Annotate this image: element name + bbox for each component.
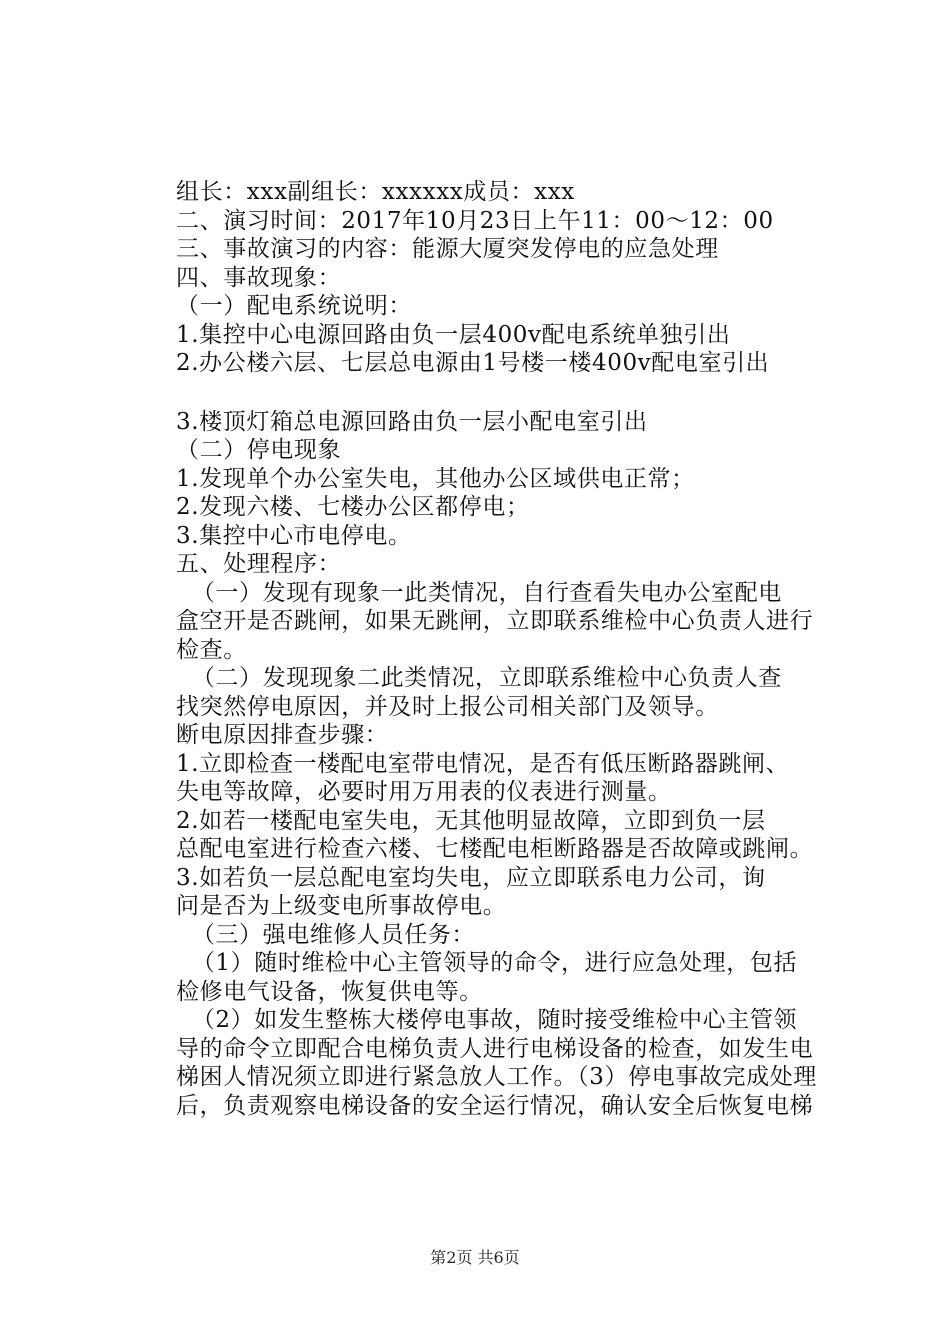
text-line: 后，负责观察电梯设备的安全运行情况，确认安全后恢复电梯	[176, 1092, 814, 1119]
text-line: 组长：xxx副组长：xxxxxx成员：xxx	[176, 179, 575, 205]
document-body	[176, 178, 836, 1120]
text-line: 2.发现六楼、七楼办公区都停电；	[176, 494, 530, 520]
text-line: 检修电气设备，恢复供电等。	[176, 978, 483, 1005]
text-line: 失电等故障，必要时用万用表的仪表进行测量。	[176, 779, 672, 805]
text-line: （2）如发生整栋大楼停电事故，随时接受维检中心主管领	[176, 1007, 798, 1033]
text-line: （一）发现有现象一此类情况，自行查看失电办公室配电	[176, 579, 782, 606]
text-line: 检查。	[176, 636, 247, 663]
text-line: 三、事故演习的内容：能源大厦突发停电的应急处理	[176, 236, 719, 262]
text-line: （一）配电系统说明：	[176, 293, 412, 319]
text-line: 五、处理程序：	[176, 551, 342, 577]
text-line: 问是否为上级变电所事故停电。	[176, 893, 507, 919]
text-line: 1.集控中心电源回路由负一层400v配电系统单独引出	[176, 321, 731, 348]
text-line: 梯困人情况须立即进行紧急放人工作。（3）停电事故完成处理	[176, 1064, 817, 1090]
text-line: 找突然停电原因，并及时上报公司相关部门及领导。	[176, 693, 719, 720]
text-line: （1）随时维检中心主管领导的命令，进行应急处理，包括	[176, 950, 798, 976]
page-number: 第2页 共6页	[430, 1248, 520, 1267]
text-line: 2.如若一楼配电室失电，无其他明显故障，立即到负一层	[176, 807, 766, 834]
text-line: 盒空开是否跳闸，如果无跳闸，立即联系维检中心负责人进行	[176, 608, 814, 634]
text-line: 2.办公楼六层、七层总电源由1号楼一楼400v配电室引出	[176, 350, 770, 376]
text-line: 1.立即检查一楼配电室带电情况，是否有低压断路器跳闸、	[176, 750, 790, 777]
text-line: 3.楼顶灯箱总电源回路由负一层小配电室引出	[176, 408, 648, 435]
text-line: 四、事故现象：	[176, 264, 342, 291]
text-line: 3.集控中心市电停电。	[176, 522, 412, 549]
text-line: （二）发现现象二此类情况，立即联系维检中心负责人查	[176, 665, 782, 691]
text-line: 3.如若负一层总配电室均失电，应立即联系电力公司，询	[176, 864, 766, 891]
text-line: 1.发现单个办公室失电，其他办公区域供电正常；	[176, 465, 695, 492]
text-line: 二、演习时间：2017年10月23日上午11：00～12：00	[176, 207, 774, 234]
text-line: （三）强电维修人员任务：	[176, 921, 476, 948]
text-line: 导的命令立即配合电梯负责人进行电梯设备的检查，如发生电	[176, 1035, 814, 1062]
text-line: 总配电室进行检查六楼、七楼配电柜断路器是否故障或跳闸。	[176, 836, 814, 862]
blank-line	[176, 378, 836, 408]
text-line: 断电原因排查步骤：	[176, 722, 389, 748]
text-line: （二）停电现象	[176, 437, 342, 463]
